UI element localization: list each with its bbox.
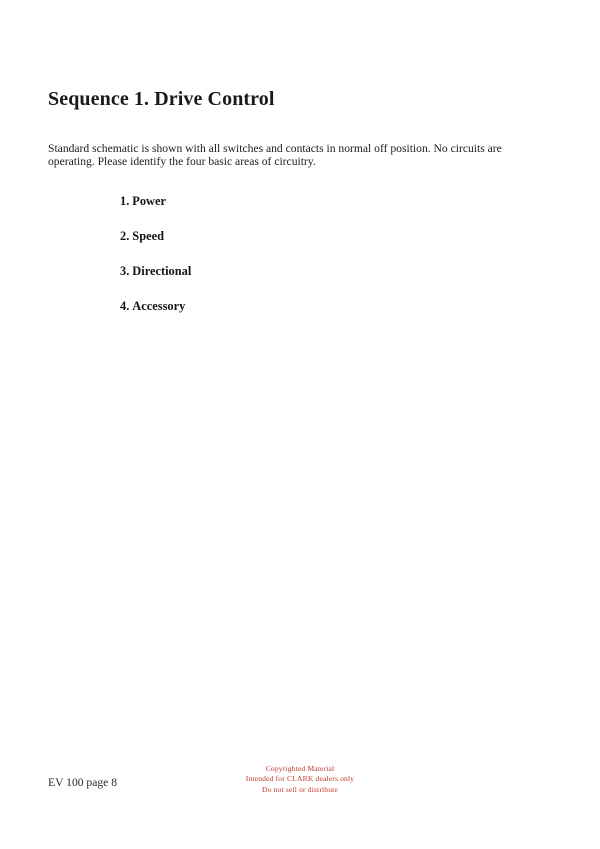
list-item-number: 2. [120, 229, 130, 244]
list-item [120, 300, 528, 335]
copyright-stamp-line-2: Intended for CLARK dealers only [245, 774, 355, 784]
list-item-label: Accessory [132, 299, 186, 314]
list-item [120, 265, 528, 300]
list-item [120, 230, 528, 265]
list-item-number: 3. [120, 264, 130, 279]
list-item-label: Power [132, 194, 167, 209]
list-item-label: Speed [132, 229, 164, 244]
footer-page-label: EV 100 page 8 [48, 776, 118, 789]
page-title: Sequence 1. Drive Control [48, 88, 275, 110]
instruction-paragraph: Standard schematic is shown with all switches and contacts in normal off position. No circuits are operating. Please identify the four basic areas of circuitry. [48, 142, 502, 168]
copyright-stamp-line-1: Copyrighted Material [265, 764, 335, 773]
circuitry-areas-list [48, 168, 528, 335]
copyright-stamp [0, 764, 600, 795]
copyright-stamp-line-3: Do not sell or distribute [262, 784, 338, 794]
document-content [48, 88, 528, 335]
list-item-number: 1. [120, 194, 130, 209]
list-item-number: 4. [120, 299, 130, 314]
list-item [120, 195, 528, 230]
list-item-label: Directional [132, 264, 192, 279]
